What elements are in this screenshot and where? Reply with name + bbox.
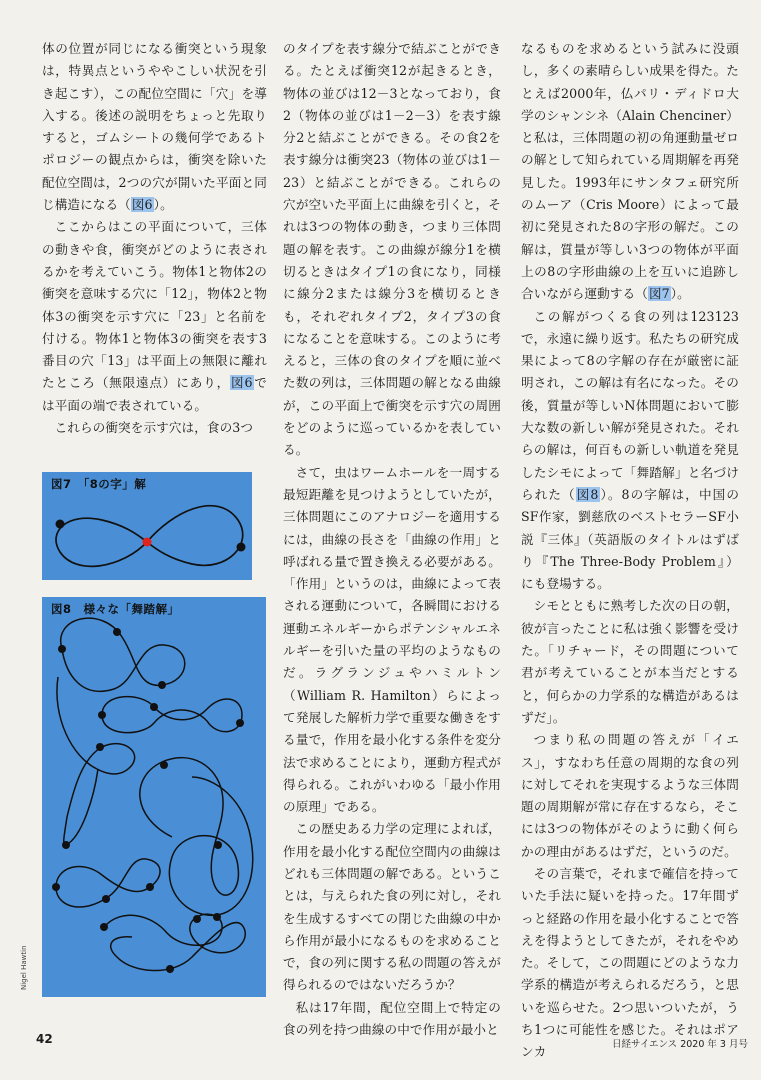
figure-8-caption: 図8 様々な「舞踏解」 xyxy=(51,602,180,616)
figure-7-caption: 図7 「8の字」解 xyxy=(51,477,147,491)
body-dot xyxy=(166,965,174,973)
body-dot xyxy=(100,923,108,931)
text-column-2 xyxy=(283,38,501,1041)
body-dot xyxy=(160,761,168,769)
body-dot xyxy=(158,681,166,689)
body-dot xyxy=(214,841,222,849)
paragraph: その言葉で，それまで確信を持っていた手法に疑いを持った。17年間ずっと経路の作用を最小化することで答えを得ようとしてきたが，それをやめた。そして，この問題にどのような力学系的構造が考えられるだろう，と思いを巡らせた。2つ思いついたが，うち1つに可能性を感じた。それはポアンカ xyxy=(521,865,739,1060)
body-dot xyxy=(213,913,221,921)
paragraph: なるものを求めるという試みに没頭し，多くの素晴らしい成果を得た。たとえば2000年，仏パリ・ディドロ大学のシャンシネ（Alain Chenciner）と私は，三体問題の初の角運動量ゼロの解として知られている周期解を再発見した。1993年にサンタフェ研究所のムーア（Cris Moore）によって最初に発見された8の字形の解だ。この解は，質量が等しい3つの物体が平面上の8の字形曲線の上を互いに追跡し合いながら運動する（図7）。 xyxy=(521,41,739,302)
figure-7 xyxy=(42,472,252,580)
choreography-diagrams xyxy=(42,597,266,997)
body-dot xyxy=(150,703,158,711)
paragraph: この歴史ある力学の定理によれば，作用を最小化する配位空間内の曲線はどれも三体問題の解である。ということは，与えられた食の列に対し，それを生成するすべての閉じた曲線の中から作用が最小になるものを求めることで，食の列に関する私の問題の答えが得られるのではないだろうか？ xyxy=(283,821,501,993)
body-dot xyxy=(98,711,106,719)
body-dot xyxy=(52,883,60,891)
paragraph: ここからはこの平面について，三体の動きや食，衝突がどのように表されるかを考えていこう。物体1と物体2の衝突を意味する穴に「12」，物体2と物体3の衝突を示す穴に「23」と名前を付ける。物体1と物体3の衝突を表す3番目の穴「13」は平面上の無限に離れたところ（無限遠点）にあり，図6では平面の端で表されている。 xyxy=(42,219,267,413)
paragraph: この解がつくる食の列は123123で，永遠に繰り返す。私たちの研究成果によって8の字解の存在が厳密に証明され，この解は有名になった。その後，質量が等しいN体問題において膨大な数の新しい解が発見された。それらの解は，何百もの新しい軌道を発見したシモによって「舞踏解」と名づけられた（図8）。8の字解は，中国のSF作家，劉慈欣のベストセラーSF小説『三体』（英語版のタイトルはずばり『The Three-Body Problem』）にも登場する。 xyxy=(521,308,740,592)
figure-ref: 図6 xyxy=(231,375,253,391)
body-dot xyxy=(58,645,66,653)
body-dot xyxy=(146,883,154,891)
body-dot xyxy=(56,520,65,529)
body-dot xyxy=(62,841,70,849)
text-column-1 xyxy=(42,38,267,439)
paragraph: のタイプを表す線分で結ぶことができる。たとえば衝突12が起きるとき，物体の並びは12－3となっており，食2（物体の並びは1－2－3）を表す線分2と結ぶことができる。その食2を表す線分は衝突23（物体の並びは1－23）と結ぶことができる。これらの穴が空いた平面上に曲線を引くと，それは3つの物体の動き，つまり三体問題の解を表す。この曲線が線分1を横切るときはタイプ1の食になり，同様に線分2または線分3を横切るときも，それぞれタイプ2，タイプ3の食になることを意味する。このように考えると，三体の食のタイプを順に並べた数の列は，三体問題の解となる曲線が，この平面上で衝突を示す穴の周囲をどのように巡っているかを表している。 xyxy=(283,41,501,458)
paragraph: つまり私の問題の答えが「イエス」，すなわち任意の周期的な食の列に対してそれを実現するような三体問題の周期解が常に存在するなら，そこには3つの物体がそのように動く何らかの理由があるはずだ，というのだ。 xyxy=(521,732,739,859)
page-number: 42 xyxy=(36,1032,53,1046)
body-dot xyxy=(193,915,201,923)
body-dot xyxy=(236,719,244,727)
body-dot xyxy=(113,628,121,636)
magazine-footer: 日経サイエンス 2020 年 3 月号 xyxy=(612,1039,748,1050)
body-dot xyxy=(96,743,104,751)
center-dot xyxy=(143,538,152,547)
illustration-credit: Nigel Hawtin xyxy=(20,945,28,990)
paragraph: 私は17年間，配位空間上で特定の食の列を持つ曲線の中で作用が最小と xyxy=(283,999,501,1038)
text-column-3 xyxy=(521,38,739,1064)
body-dot xyxy=(102,895,110,903)
body-dot xyxy=(237,543,246,552)
paragraph: 体の位置が同じになる衝突という現象は，特異点というややこしい状況を引き起こす），この配位空間に「穴」を導入する。後述の説明をちょっと先取りすると，ゴムシートの幾何学であるトポロジーの観点からは，衝突を除いた配位空間は，2つの穴が開いた平面と同じ構造になる（図6）。 xyxy=(42,41,267,213)
figure-8 xyxy=(42,597,266,997)
paragraph: これらの衝突を示す穴は，食の3つ xyxy=(54,420,254,436)
paragraph: シモとともに熟考した次の日の朝，彼が言ったことに私は強く影響を受けた。「リチャード，その問題について君が考えていることが本当だとすると，何らかの力学系的な構造があるはずだ」。 xyxy=(521,598,739,725)
figure-ref: 図8 xyxy=(576,486,599,502)
figure-ref: 図7 xyxy=(648,286,670,302)
paragraph: さて，虫はワームホールを一周する最短距離を見つけようとしていたが，三体問題にこのアナロジーを適用するには，曲線の長さを「曲線の作用」と呼ばれる量で置き換える必要がある。「作用」というのは，曲線によって表される運動について，各瞬間における運動エネルギーからポテンシャルエネルギーを引いた量の平均のようなものだ。ラグランジュやハミルトン（William R. Hamilton）らによって発展した解析力学で重要な働きをする量で，作用を最小化する条件を変分法で求めることにより，運動方程式が得られる。これがいわゆる「最小作用の原理」である。 xyxy=(283,464,501,815)
figure-ref: 図6 xyxy=(131,197,153,213)
